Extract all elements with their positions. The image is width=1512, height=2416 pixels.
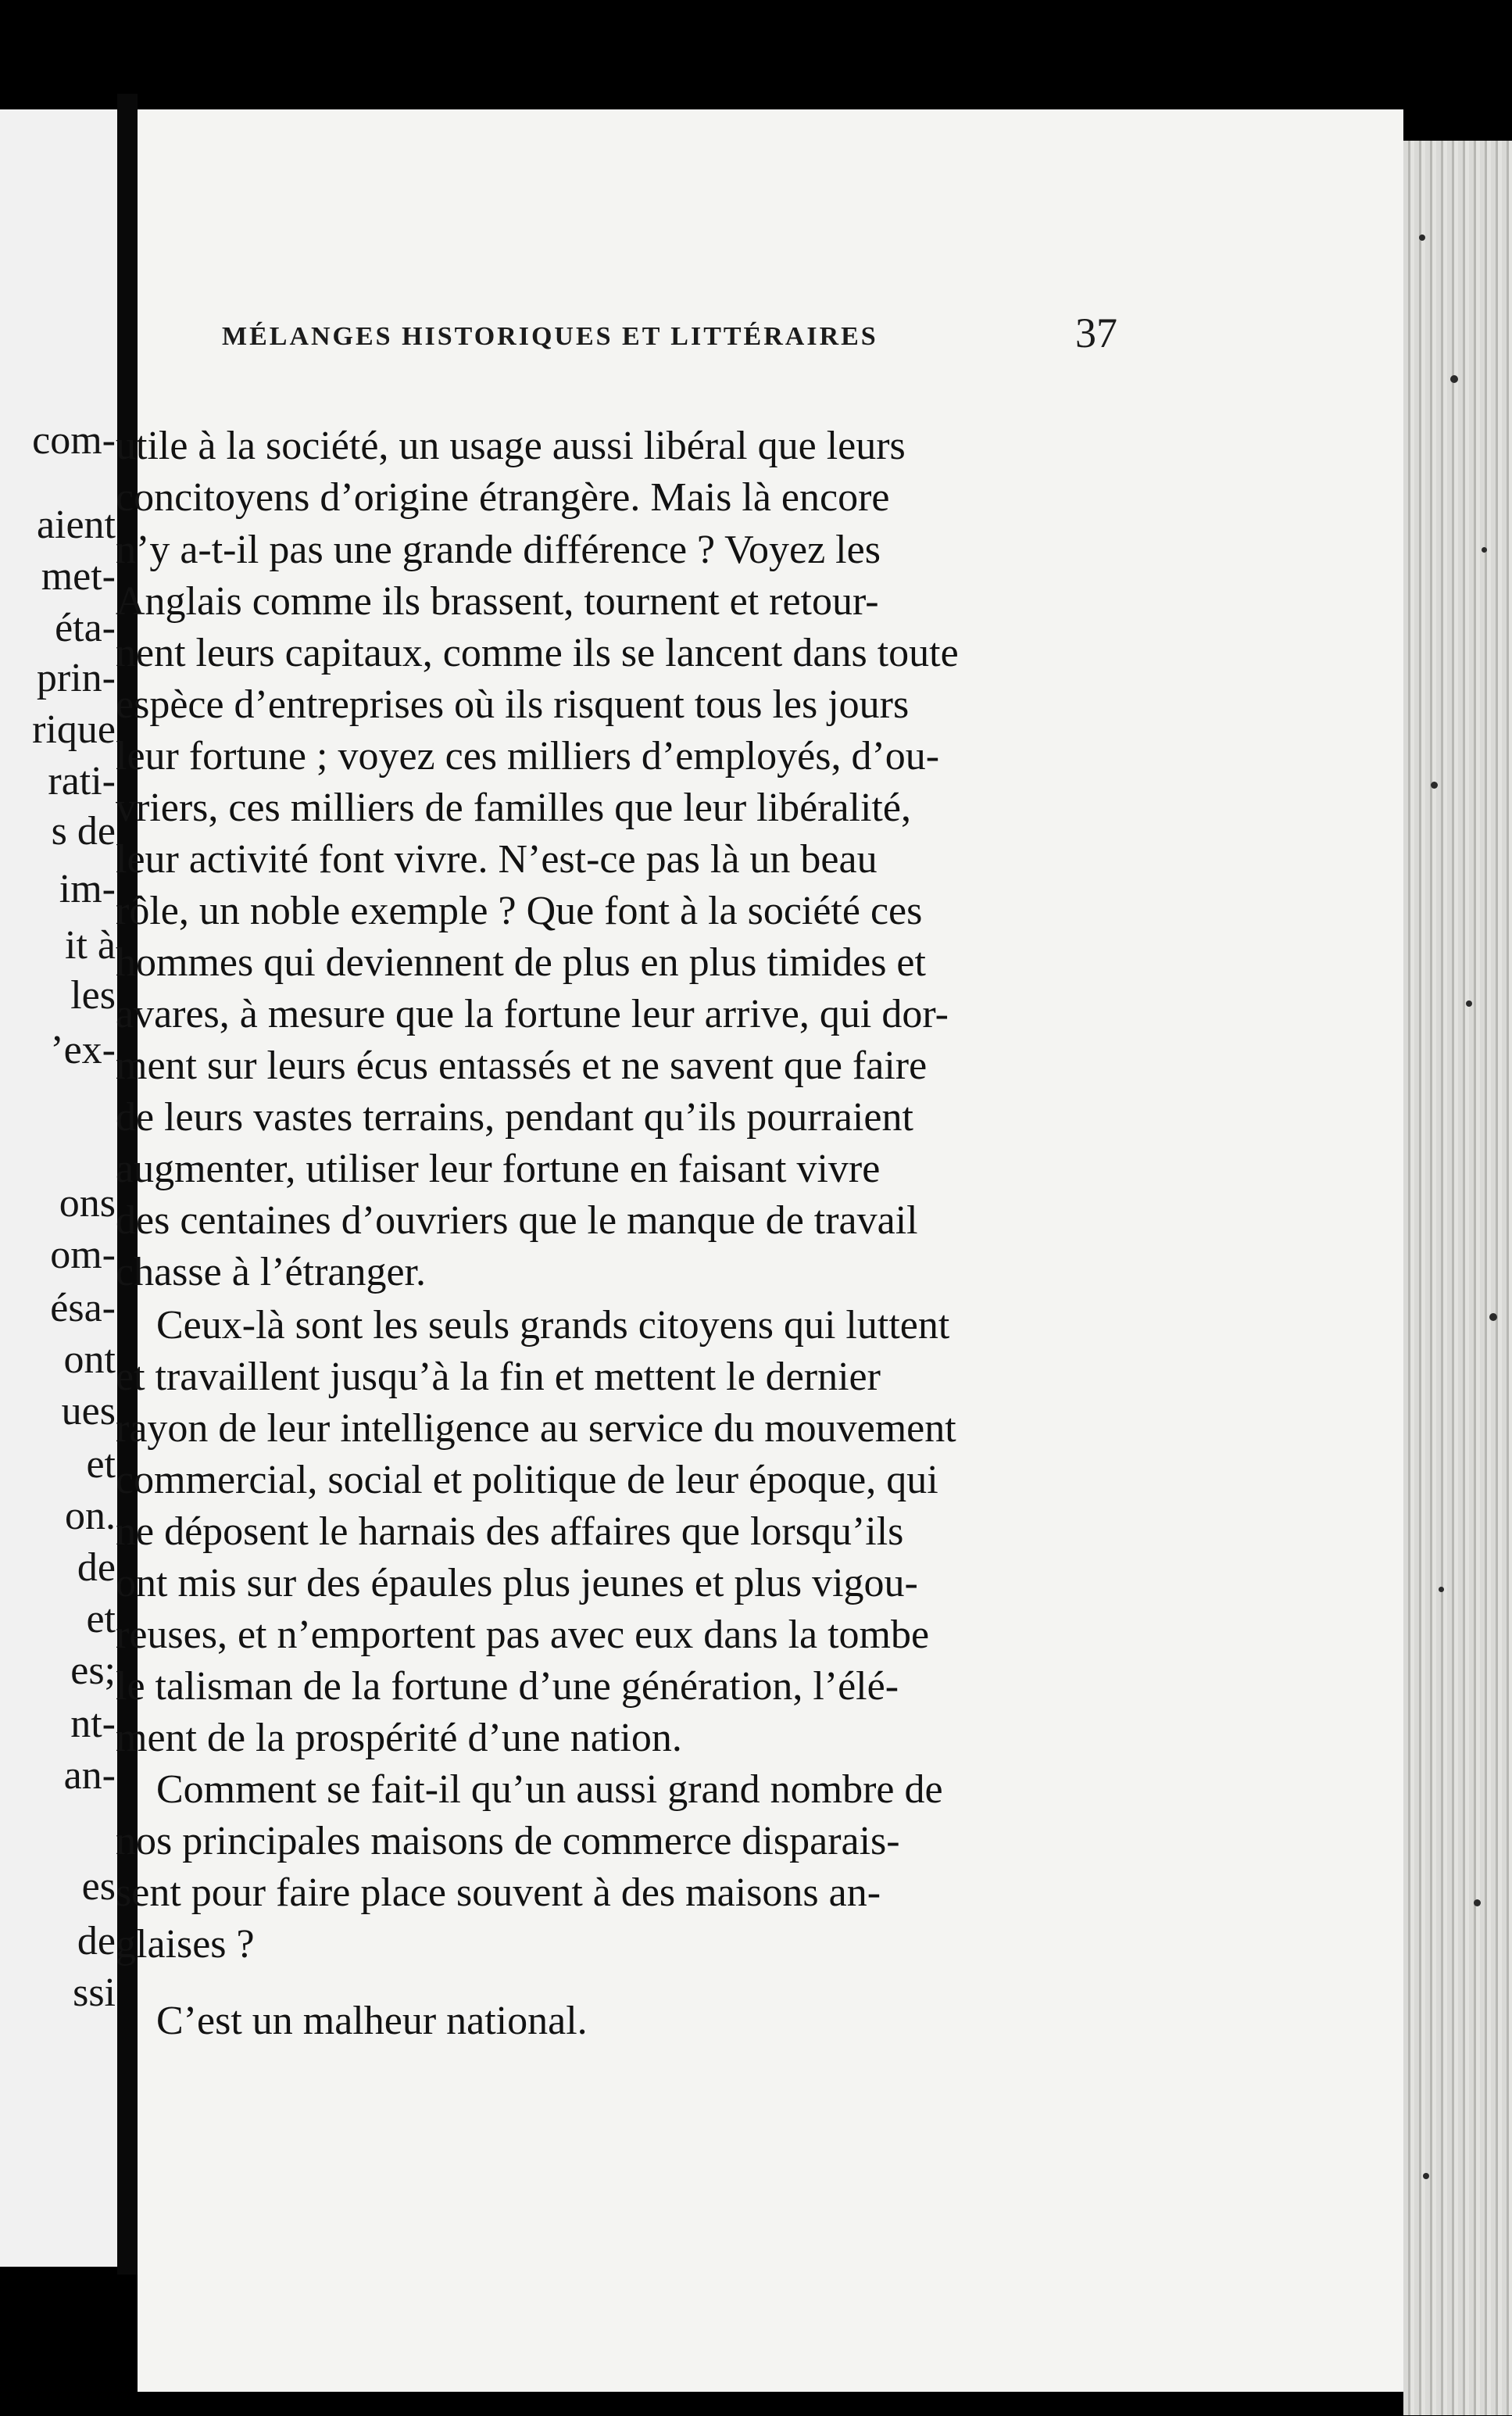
- text-line: commercial, social et politique de leur époque, qui: [116, 1458, 938, 1502]
- text-line: concitoyens d’origine étrangère. Mais là encore: [116, 475, 890, 520]
- ink-speck: [1431, 782, 1438, 789]
- left-fragment-line: de: [77, 1545, 116, 1590]
- left-fragment-line: ont: [63, 1337, 116, 1382]
- text-line: ont mis sur des épaules plus jeunes et plus vigou-: [116, 1561, 918, 1605]
- ink-speck: [1482, 547, 1487, 553]
- text-line: C’est un malheur national.: [156, 1999, 588, 2043]
- text-line: ment sur leurs écus entassés et ne savent que faire: [116, 1043, 928, 1088]
- left-fragment-line: es: [81, 1864, 116, 1909]
- text-line: chasse à l’étranger.: [116, 1250, 427, 1294]
- text-line: ne déposent le harnais des affaires que lorsqu’ils: [116, 1509, 904, 1554]
- text-line: Anglais comme ils brassent, tournent et retour-: [116, 579, 879, 624]
- text-line: rayon de leur intelligence au service du mouvement: [116, 1406, 956, 1451]
- left-fragment-line: om-: [50, 1233, 116, 1277]
- text-line: espèce d’entreprises où ils risquent tous les jours: [116, 682, 910, 727]
- text-line: nent leurs capitaux, comme ils se lancent dans toute: [116, 631, 959, 675]
- text-line: hommes qui deviennent de plus en plus timides et: [116, 940, 926, 985]
- ink-speck: [1419, 234, 1425, 241]
- previous-page-fragment: [0, 109, 117, 2267]
- left-fragment-line: an-: [63, 1753, 116, 1798]
- page-edges: [1403, 141, 1512, 2415]
- left-fragment-line: ues: [61, 1389, 116, 1433]
- text-line: glaises ?: [116, 1922, 255, 1967]
- text-line: Ceux-là sont les seuls grands citoyens qui luttent: [156, 1303, 950, 1348]
- text-line: utile à la société, un usage aussi libéral que leurs: [116, 424, 906, 468]
- left-fragment-line: et: [86, 1442, 116, 1487]
- left-fragment-line: ésa-: [50, 1286, 116, 1330]
- left-fragment-line: ssi: [73, 1970, 116, 2015]
- text-line: avares, à mesure que la fortune leur arrive, qui dor-: [116, 992, 949, 1036]
- text-line: leur activité font vivre. N’est-ce pas là un beau: [116, 837, 878, 882]
- left-fragment-line: éta-: [55, 606, 116, 650]
- text-line: n’y a-t-il pas une grande différence ? Voyez les: [116, 528, 881, 572]
- text-line: nos principales maisons de commerce disparais-: [116, 1819, 900, 1863]
- text-line: Comment se fait-il qu’un aussi grand nombre de: [156, 1767, 943, 1812]
- left-fragment-line: nt-: [70, 1702, 116, 1746]
- ink-speck: [1450, 375, 1458, 383]
- text-line: des centaines d’ouvriers que le manque de travail: [116, 1198, 918, 1243]
- ink-speck: [1489, 1313, 1497, 1321]
- ink-speck: [1474, 1899, 1481, 1906]
- running-head: MÉLANGES HISTORIQUES ET LITTÉRAIRES: [222, 322, 878, 351]
- text-line: rôle, un noble exemple ? Que font à la société ces: [116, 889, 923, 933]
- left-fragment-line: ons: [59, 1181, 116, 1226]
- text-line: de leurs vastes terrains, pendant qu’ils pourraient: [116, 1095, 913, 1140]
- ink-speck: [1466, 1000, 1472, 1007]
- ink-speck: [1439, 1587, 1444, 1592]
- left-fragment-line: it à: [65, 923, 116, 968]
- page-number: 37: [1075, 310, 1117, 356]
- left-fragment-line: de: [77, 1919, 116, 1963]
- text-line: et travaillent jusqu’à la fin et mettent le dernier: [116, 1355, 881, 1399]
- left-fragment-line: les: [70, 973, 116, 1018]
- text-line: sent pour faire place souvent à des maisons an-: [116, 1870, 881, 1915]
- left-fragment-line: rati-: [48, 759, 116, 804]
- book-page: [116, 109, 1403, 2392]
- left-fragment-line: im-: [59, 867, 116, 911]
- text-line: augmenter, utiliser leur fortune en faisant vivre: [116, 1147, 881, 1191]
- text-line: vriers, ces milliers de familles que leur libéralité,: [116, 786, 911, 830]
- left-fragment-line: com-: [32, 418, 116, 463]
- left-fragment-line: prin-: [36, 656, 116, 700]
- left-fragment-line: on.: [65, 1494, 116, 1538]
- left-fragment-line: s de: [51, 809, 116, 854]
- text-line: leur fortune ; voyez ces milliers d’employés, d’ou-: [116, 734, 940, 778]
- text-line: reuses, et n’emportent pas avec eux dans la tombe: [116, 1612, 930, 1657]
- left-fragment-line: met-: [41, 554, 116, 599]
- left-fragment-line: et: [86, 1597, 116, 1641]
- left-fragment-line: ’ex-: [50, 1028, 116, 1072]
- left-fragment-line: rique: [32, 707, 116, 752]
- left-fragment-line: es;: [70, 1648, 116, 1693]
- text-line: ment de la prospérité d’une nation.: [116, 1716, 682, 1760]
- ink-speck: [1423, 2173, 1429, 2179]
- text-line: le talisman de la fortune d’une génération, l’élé-: [116, 1664, 899, 1709]
- left-fragment-line: aient: [36, 503, 116, 547]
